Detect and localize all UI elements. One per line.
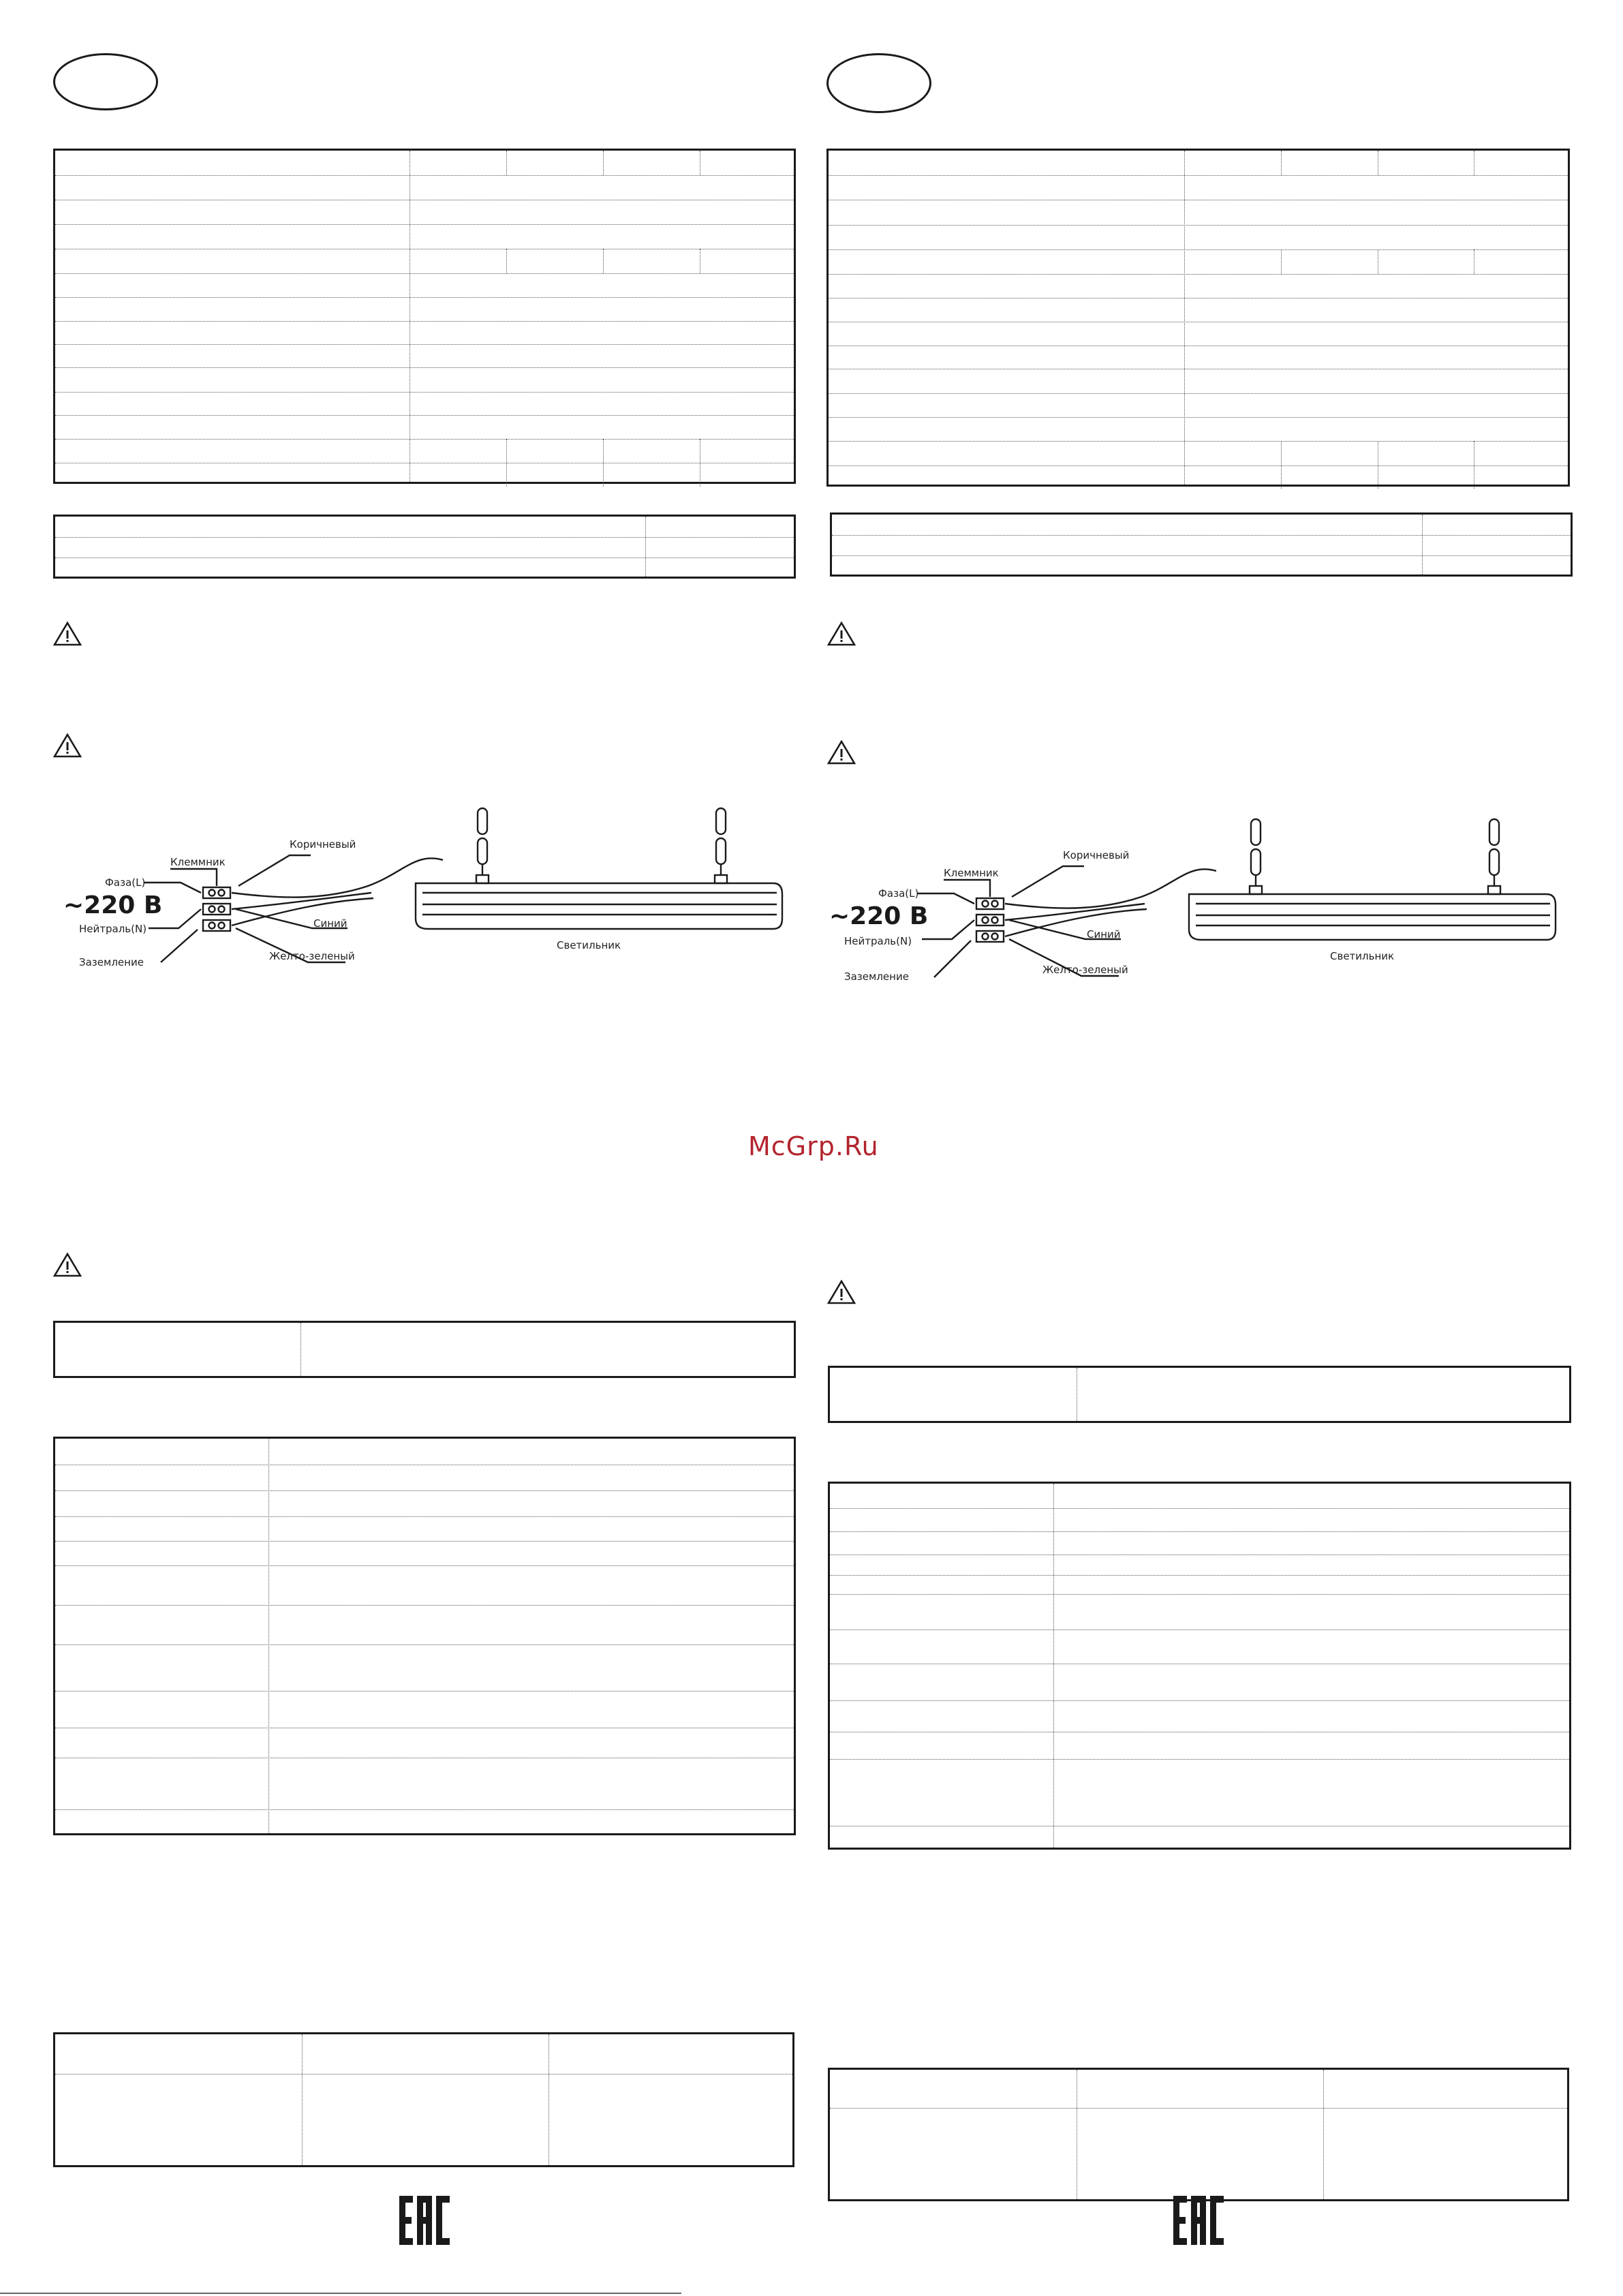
brown-wire-label: Коричневый	[1063, 849, 1130, 861]
blue-wire-label: Синий	[313, 917, 347, 930]
voltage-label: ~220 В	[829, 902, 929, 930]
warranty-table-left	[53, 1321, 796, 1378]
ground-label: Заземление	[844, 970, 909, 983]
blue-wire-label: Синий	[1087, 928, 1121, 940]
watermark: McGrp.Ru	[748, 1131, 879, 1161]
kit-table-right	[830, 512, 1573, 577]
certificate-table-left	[53, 1437, 796, 1835]
neutral-label: Нейтраль(N)	[79, 923, 147, 935]
warning-icon	[53, 1253, 82, 1277]
warning-icon	[827, 740, 856, 765]
phase-label: Фаза(L)	[878, 887, 919, 900]
certificate-table-right	[828, 1482, 1571, 1850]
warning-icon	[827, 622, 856, 646]
warning-icon	[53, 733, 82, 758]
luminaire-label: Светильник	[557, 939, 621, 951]
brown-wire-label: Коричневый	[290, 838, 356, 851]
eac-mark-logo	[399, 2196, 450, 2245]
warning-icon	[53, 622, 82, 646]
bottom-edge-rule	[0, 2293, 681, 2294]
stamp-table-left	[53, 2032, 794, 2167]
yellow-green-wire-label: Желто-зеленый	[1042, 964, 1128, 976]
neutral-label: Нейтраль(N)	[844, 935, 912, 947]
ground-label: Заземление	[79, 956, 144, 968]
warning-icon	[827, 1280, 856, 1304]
page-badge-right	[826, 53, 931, 113]
warranty-table-right	[828, 1366, 1571, 1423]
kit-table-left	[53, 515, 796, 579]
terminal-block-label: Клеммник	[170, 856, 226, 868]
terminal-block-label: Клеммник	[944, 867, 999, 879]
spec-table-left	[53, 149, 796, 484]
voltage-label: ~220 В	[63, 891, 163, 919]
spec-table-right	[826, 149, 1570, 487]
luminaire-label: Светильник	[1330, 950, 1395, 962]
stamp-table-right	[828, 2068, 1569, 2201]
phase-label: Фаза(L)	[105, 876, 146, 889]
page-badge-left	[53, 53, 158, 110]
yellow-green-wire-label: Желто-зеленый	[269, 950, 355, 962]
eac-mark-logo	[1173, 2196, 1224, 2245]
